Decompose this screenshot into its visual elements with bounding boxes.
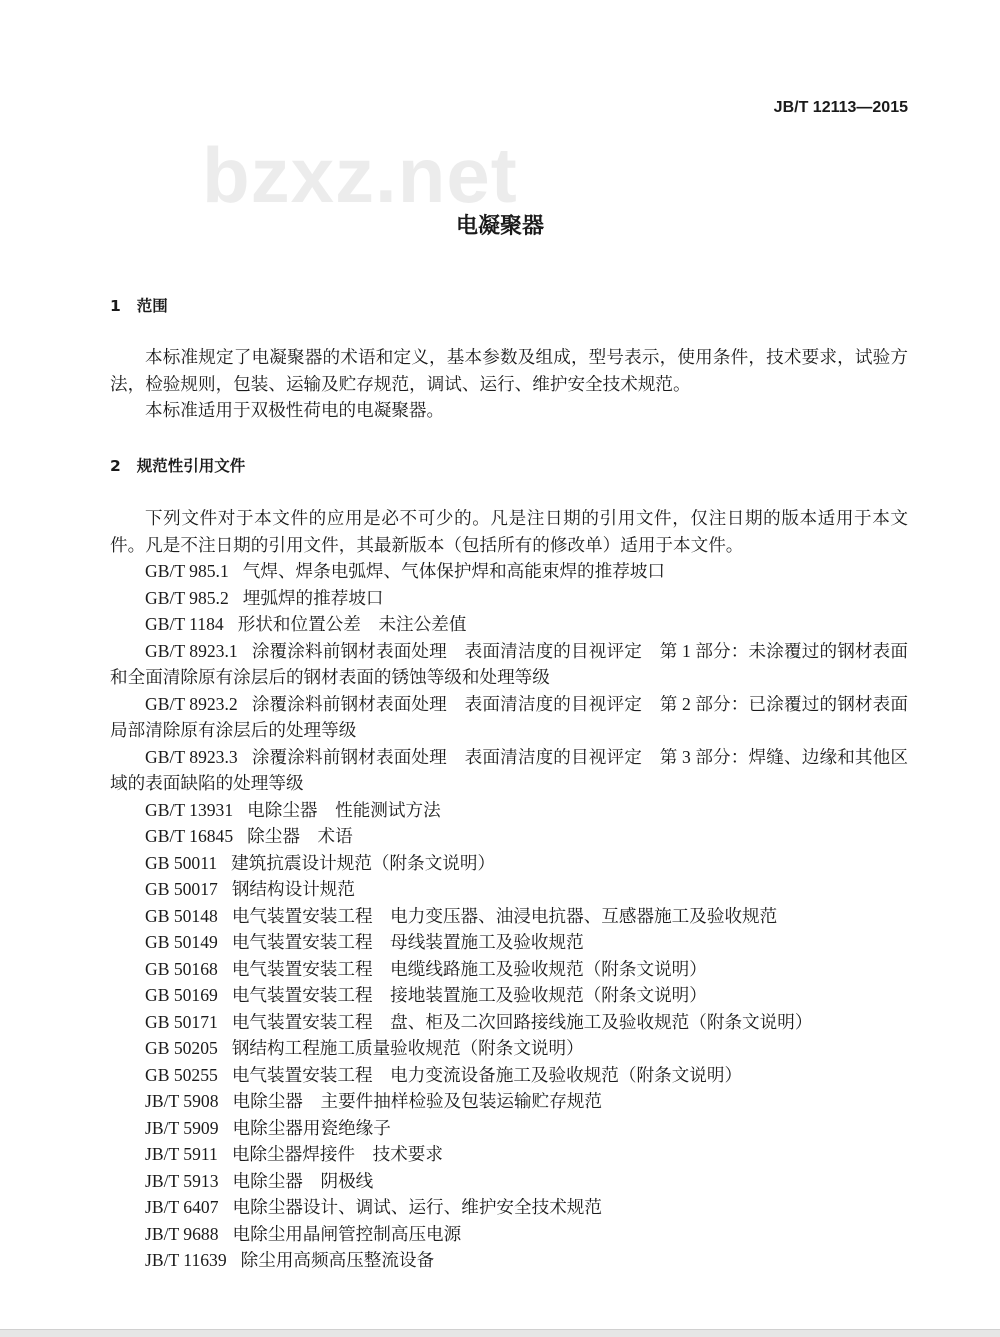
reference-code: GB/T 8923.3	[145, 746, 238, 767]
reference-code: GB 50255	[145, 1064, 218, 1085]
reference-code: GB 50149	[145, 932, 218, 952]
reference-title: 除尘用高频高压整流设备	[240, 1250, 435, 1270]
reference-code: JB/T 5908	[145, 1091, 219, 1111]
reference-code: GB/T 1184	[145, 614, 224, 634]
reference-code: GB 50171	[145, 1011, 218, 1032]
reference-item	[110, 1168, 908, 1195]
reference-title: 埋弧焊的推荐坡口	[242, 587, 384, 608]
reference-code: JB/T 5909	[145, 1117, 219, 1138]
reference-title: 电气装置安装工程 电力变流设备施工及验收规范（附条文说明）	[231, 1064, 743, 1085]
reference-item	[110, 956, 908, 983]
section-heading-normative-references	[110, 454, 245, 476]
reference-title: 电除尘器 阴极线	[232, 1170, 374, 1191]
reference-title: 电除尘用晶闸管控制高压电源	[232, 1223, 462, 1244]
reference-code: JB/T 6407	[145, 1197, 219, 1217]
reference-item	[110, 1088, 908, 1115]
reference-code: JB/T 11639	[145, 1250, 227, 1270]
reference-code: JB/T 9688	[145, 1223, 219, 1244]
reference-title: 除尘器 术语	[247, 826, 353, 846]
reference-code: GB/T 985.1	[145, 561, 229, 581]
reference-item	[110, 558, 908, 585]
reference-code: GB/T 8923.2	[145, 693, 238, 714]
section-number: 1	[110, 297, 121, 315]
reference-item	[110, 876, 908, 903]
reference-title: 涂覆涂料前钢材表面处理 表面清洁度的目视评定 第 2 部分：已涂覆过的钢材表面局部清除原有涂层后的处理等级	[110, 693, 908, 740]
watermark: bzxz.net	[202, 131, 518, 219]
reference-item	[110, 744, 908, 797]
reference-item	[110, 982, 908, 1009]
reference-item	[110, 1141, 908, 1168]
reference-title: 电气装置安装工程 电缆线路施工及验收规范（附条文说明）	[231, 958, 707, 979]
reference-code: GB/T 985.2	[145, 587, 229, 608]
reference-item	[110, 929, 908, 956]
reference-item	[110, 1009, 908, 1036]
reference-code: GB 50148	[145, 905, 218, 926]
reference-code: JB/T 5911	[145, 1144, 218, 1164]
paragraph: 本标准规定了电凝聚器的术语和定义，基本参数及组成，型号表示，使用条件，技术要求，试验方法，检验规则，包装、运输及贮存规范，调试、运行、维护安全技术规范。	[110, 347, 908, 394]
reference-title: 钢结构设计规范	[231, 879, 355, 899]
reference-code: GB 50168	[145, 958, 218, 979]
reference-item	[110, 585, 908, 612]
reference-item	[110, 1194, 908, 1221]
reference-title: 电除尘器 性能测试方法	[247, 799, 441, 820]
section-title: 范围	[136, 297, 168, 315]
reference-title: 电除尘器设计、调试、运行、维护安全技术规范	[232, 1197, 602, 1217]
reference-title: 涂覆涂料前钢材表面处理 表面清洁度的目视评定 第 3 部分：焊缝、边缘和其他区域的表面缺陷的处理等级	[110, 746, 908, 793]
reference-title: 电除尘器焊接件 技术要求	[231, 1144, 443, 1164]
document-title: 电凝聚器	[455, 214, 544, 239]
reference-code: GB/T 13931	[145, 799, 234, 820]
reference-title: 电气装置安装工程 母线装置施工及验收规范	[231, 932, 584, 952]
section-number: 2	[110, 457, 121, 475]
reference-title: 电气装置安装工程 接地装置施工及验收规范（附条文说明）	[231, 985, 707, 1005]
reference-item	[110, 1062, 908, 1089]
reference-code: GB 50011	[145, 852, 218, 873]
reference-title: 电气装置安装工程 电力变压器、油浸电抗器、互感器施工及验收规范	[231, 905, 778, 926]
section-heading-scope	[110, 294, 168, 316]
reference-code: JB/T 5913	[145, 1170, 219, 1191]
reference-item	[110, 1035, 908, 1062]
reference-title: 钢结构工程施工质量验收规范（附条文说明）	[231, 1038, 584, 1058]
standard-number: JB/T 12113—2015	[773, 99, 908, 116]
reference-title: 电除尘器 主要件抽样检验及包装运输贮存规范	[232, 1091, 602, 1111]
reference-item	[110, 638, 908, 691]
reference-code: GB 50205	[145, 1038, 218, 1058]
reference-title: 电气装置安装工程 盘、柜及二次回路接线施工及验收规范（附条文说明）	[231, 1011, 813, 1032]
reference-code: GB 50017	[145, 879, 218, 899]
reference-list	[110, 558, 908, 1274]
reference-title: 形状和位置公差 未注公差值	[237, 614, 467, 634]
reference-title: 涂覆涂料前钢材表面处理 表面清洁度的目视评定 第 1 部分：未涂覆过的钢材表面和全面清除原有涂层后的钢材表面的锈蚀等级和处理等级	[110, 640, 908, 687]
reference-item	[110, 850, 908, 877]
reference-item	[110, 1247, 908, 1274]
reference-title: 气焊、焊条电弧焊、气体保护焊和高能束焊的推荐坡口	[242, 561, 666, 581]
reference-item	[110, 903, 908, 930]
reference-item	[110, 823, 908, 850]
reference-item	[110, 797, 908, 824]
reference-title: 电除尘器用瓷绝缘子	[232, 1117, 391, 1138]
references-body	[110, 505, 908, 1274]
reference-item	[110, 1115, 908, 1142]
reference-item	[110, 1221, 908, 1248]
reference-item	[110, 611, 908, 638]
reference-item	[110, 691, 908, 744]
section-title: 规范性引用文件	[136, 457, 246, 475]
reference-code: GB/T 8923.1	[145, 640, 238, 661]
reference-code: GB/T 16845	[145, 826, 234, 846]
reference-code: GB 50169	[145, 985, 218, 1005]
paragraph: 本标准适用于双极性荷电的电凝聚器。	[145, 400, 445, 420]
paragraph: 下列文件对于本文件的应用是必不可少的。凡是注日期的引用文件，仅注日期的版本适用于本文件。凡是不注日期的引用文件，其最新版本（包括所有的修改单）适用于本文件。	[110, 508, 908, 555]
scope-body	[110, 344, 908, 424]
reference-title: 建筑抗震设计规范（附条文说明）	[231, 852, 496, 873]
